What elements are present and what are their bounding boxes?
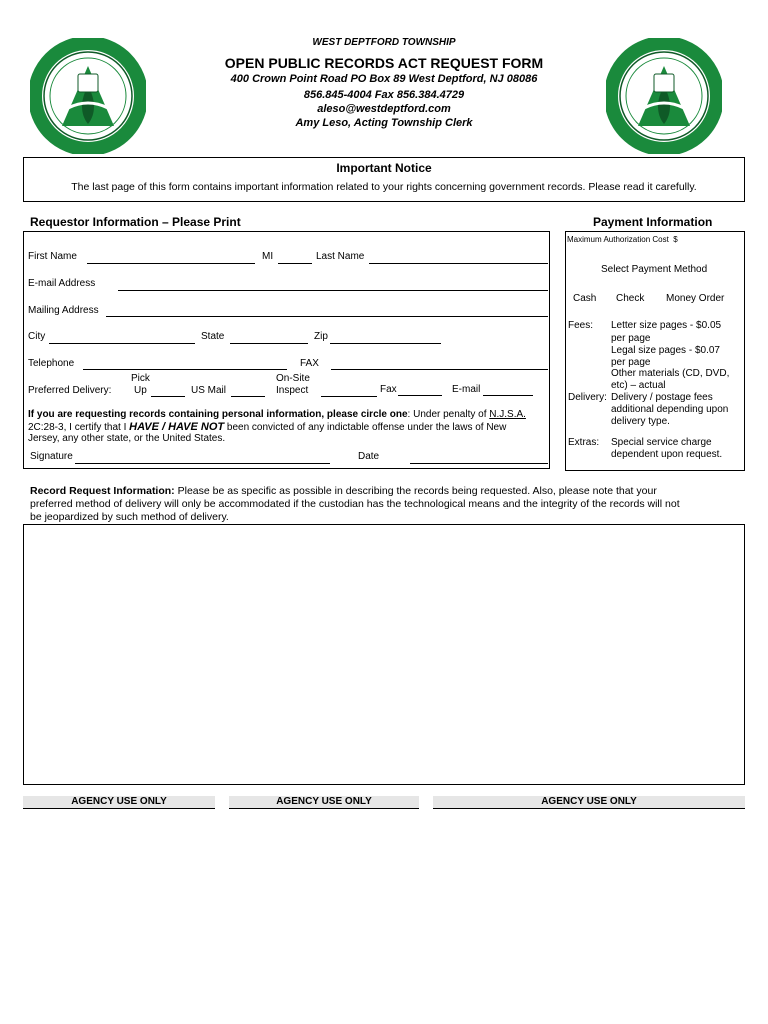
preferred-delivery-label: Preferred Delivery: (28, 385, 112, 396)
email-label: E-mail Address (28, 278, 96, 289)
phone-fax-line: 856.845-4004 Fax 856.384.4729 (303, 89, 465, 101)
delivery-a: Delivery / postage fees (611, 392, 713, 403)
requestor-section-title: Requestor Information – Please Print (30, 215, 241, 229)
address-line: 400 Crown Point Road PO Box 89 West Deptford, NJ 08086 (230, 73, 538, 85)
inspect-label: Inspect (276, 385, 309, 396)
date-label: Date (358, 451, 380, 462)
fees-other-b: etc) – actual (611, 380, 666, 391)
agency-use-only-1: AGENCY USE ONLY (23, 796, 215, 809)
email-option-field[interactable] (483, 395, 533, 396)
personal-info-penalty: : Under penalty of (407, 409, 490, 420)
personal-info-line1 (28, 409, 526, 420)
fees-legal-b: per page (611, 357, 651, 368)
have-option[interactable]: HAVE (129, 421, 159, 433)
important-notice-box (23, 157, 745, 202)
certify-text: 2C:28-3, I certify that I (28, 422, 130, 433)
fees-letter-a: Letter size pages - $0.05 (611, 320, 722, 331)
email-field[interactable] (118, 290, 548, 291)
last-name-label: Last Name (316, 251, 365, 262)
money-order-option[interactable]: Money Order (666, 293, 725, 304)
mi-label: MI (262, 251, 274, 262)
record-request-line2: preferred method of delivery will only be accommodated if the custodian has the technological means and the integrity of the records will not (30, 498, 680, 510)
telephone-field[interactable] (83, 369, 287, 370)
personal-info-bold: If you are requesting records containing personal information, please circle one (28, 409, 408, 420)
max-auth-text: Maximum Authorization Cost (567, 235, 669, 244)
signature-label: Signature (30, 451, 73, 462)
telephone-label: Telephone (28, 358, 75, 369)
clerk-line: Amy Leso, Acting Township Clerk (295, 117, 473, 129)
first-name-field[interactable] (87, 263, 255, 264)
have-slash: / (161, 421, 166, 433)
zip-field[interactable] (330, 343, 441, 344)
email-line: aleso@westdeptford.com (317, 103, 451, 115)
record-request-line3: be jeopardized by such method of delivery. (30, 511, 229, 523)
fees-label: Fees: (568, 320, 594, 331)
date-field[interactable] (410, 463, 548, 464)
fax-option-label: Fax (380, 384, 397, 395)
conviction-text: been convicted of any indictable offense under the laws of New (224, 422, 507, 433)
delivery-b: additional depending upon (611, 404, 729, 415)
zip-label: Zip (314, 331, 328, 342)
pickup-label: Up (134, 385, 147, 396)
onsite-field[interactable] (321, 396, 377, 397)
form-title: OPEN PUBLIC RECORDS ACT REQUEST FORM (224, 55, 544, 71)
agency-use-only-2: AGENCY USE ONLY (229, 796, 419, 809)
record-request-text1: Please be as specific as possible in describing the records being requested. Also, please note that your (174, 485, 657, 497)
njsa-ref: N.J.S.A. (489, 409, 526, 420)
fax-option-field[interactable] (398, 395, 442, 396)
signature-field[interactable] (75, 463, 330, 464)
personal-info-line2 (28, 421, 506, 433)
pick-label: Pick (131, 373, 150, 384)
city-field[interactable] (49, 343, 195, 344)
first-name-label: First Name (28, 251, 77, 262)
record-request-label: Record Request Information: (30, 485, 175, 497)
personal-info-line3: Jersey, any other state, or the United States. (28, 433, 226, 444)
last-name-field[interactable] (369, 263, 548, 264)
mi-field[interactable] (278, 263, 312, 264)
email-option-label: E-mail (452, 384, 481, 395)
onsite-label: On-Site (276, 373, 310, 384)
fax-label: FAX (300, 358, 319, 369)
city-label: City (28, 331, 46, 342)
cash-option[interactable]: Cash (573, 293, 597, 304)
township-name: WEST DEPTFORD TOWNSHIP (312, 37, 456, 48)
record-request-textarea[interactable] (23, 524, 745, 785)
state-label: State (201, 331, 225, 342)
max-auth-label (567, 235, 678, 244)
us-mail-label: US Mail (191, 385, 227, 396)
have-not-option[interactable]: HAVE NOT (168, 421, 225, 433)
fax-field[interactable] (331, 369, 548, 370)
delivery-label: Delivery: (568, 392, 607, 403)
payment-section-title: Payment Information (593, 215, 713, 229)
record-request-line1 (30, 485, 657, 497)
fees-other-a: Other materials (CD, DVD, (611, 368, 730, 379)
pickup-field[interactable] (151, 396, 185, 397)
max-auth-field[interactable] (695, 244, 741, 245)
extras-a: Special service charge (611, 437, 712, 448)
select-payment-label: Select Payment Method (601, 264, 708, 275)
us-mail-field[interactable] (231, 396, 265, 397)
extras-label: Extras: (568, 437, 600, 448)
mailing-address-label: Mailing Address (28, 305, 99, 316)
max-auth-dollar: $ (673, 235, 678, 244)
extras-b: dependent upon request. (611, 449, 723, 460)
mailing-address-field[interactable] (106, 316, 548, 317)
check-option[interactable]: Check (616, 293, 645, 304)
fees-letter-b: per page (611, 333, 651, 344)
state-field[interactable] (230, 343, 308, 344)
agency-use-only-3: AGENCY USE ONLY (433, 796, 745, 809)
notice-text: The last page of this form contains important information related to your rights concerning government records. Please read it carefully. (71, 181, 697, 193)
delivery-c: delivery type. (611, 416, 670, 427)
notice-title: Important Notice (336, 161, 432, 175)
fees-legal-a: Legal size pages - $0.07 (611, 345, 720, 356)
